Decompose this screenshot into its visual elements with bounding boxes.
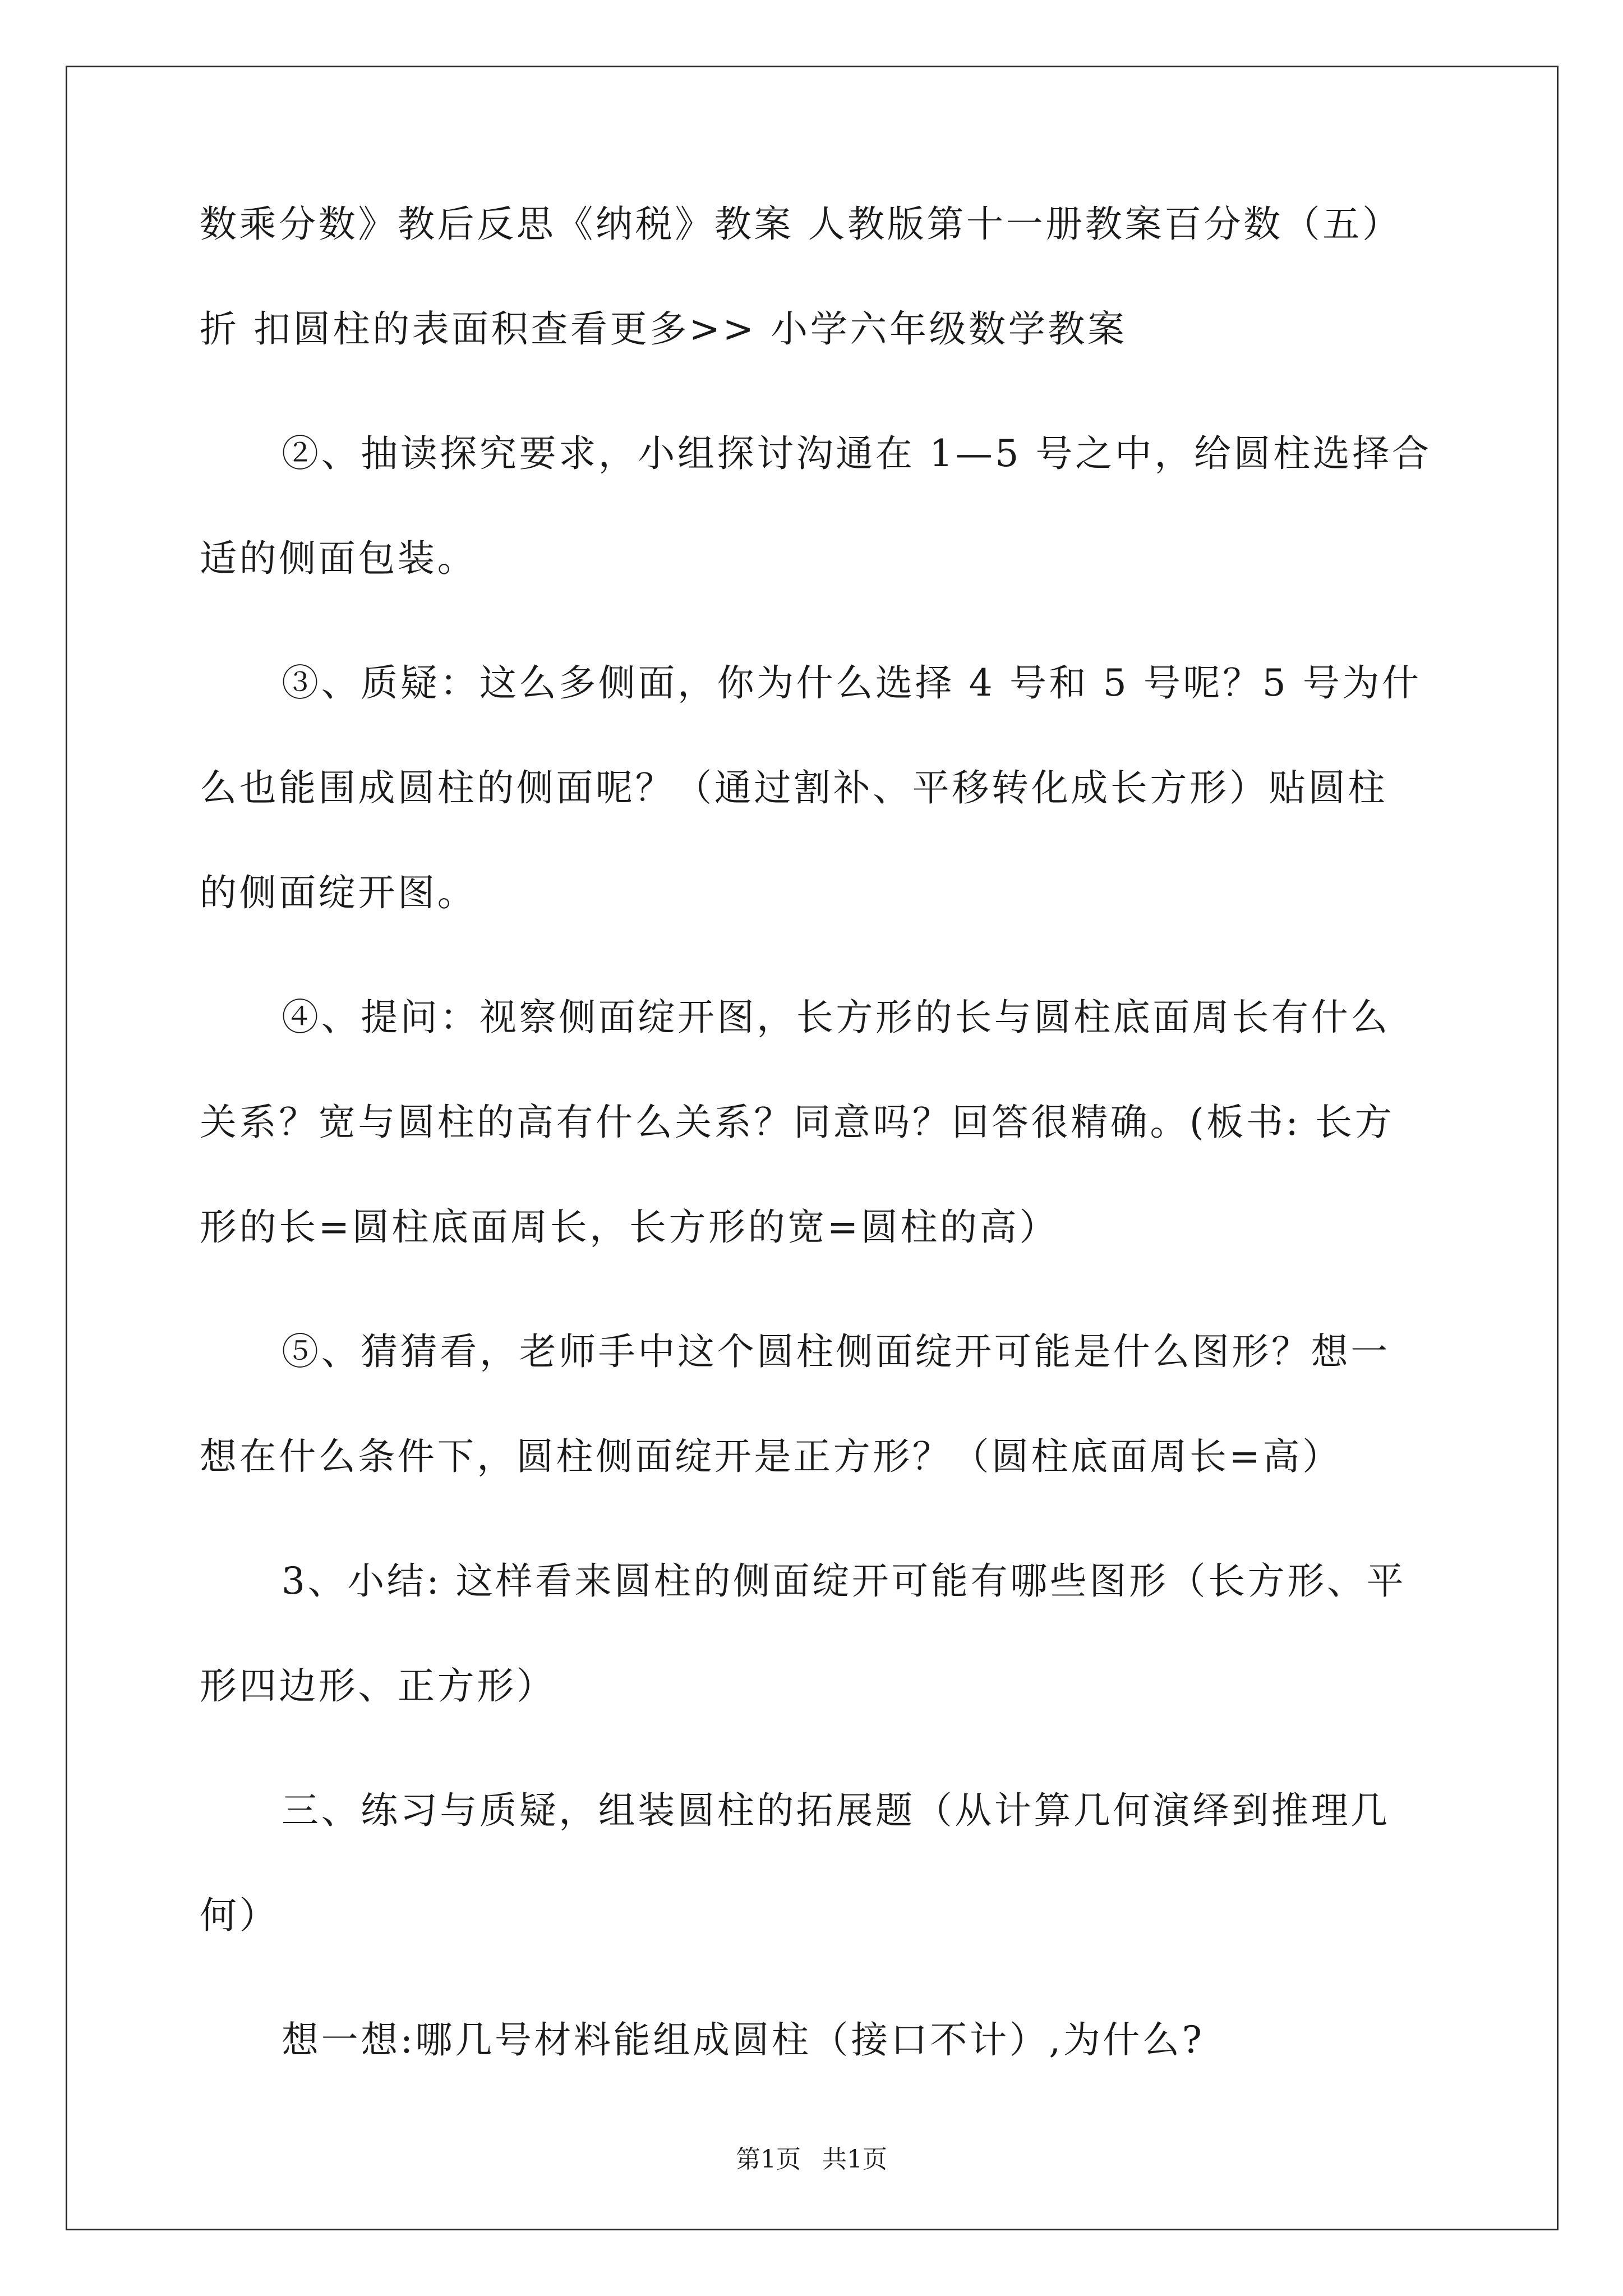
text-line: 3、小结: 这样看来圆柱的侧面绽开可能有哪些图形（长方形、平 xyxy=(282,1559,1407,1603)
text-line: 适的侧面包装。 xyxy=(200,537,477,580)
text-line: 何） xyxy=(200,1894,279,1937)
text-line: 的侧面绽开图。 xyxy=(200,871,477,914)
text-line: ④、提问：视察侧面绽开图，长方形的长与圆柱底面周长有什么 xyxy=(282,996,1390,1039)
text-line: 么也能围成圆柱的侧面呢？（通过割补、平移转化成长方形）贴圆柱 xyxy=(200,766,1387,809)
text-line: 三、练习与质疑，组装圆柱的拓展题（从计算几何演绎到推理几 xyxy=(282,1789,1390,1832)
text-line: ②、抽读探究要求，小组探讨沟通在 1—5 号之中，给圆柱选择合 xyxy=(282,432,1432,475)
text-line: 形的长=圆柱底面周长，长方形的宽=圆柱的高） xyxy=(200,1205,1059,1249)
page-footer xyxy=(0,2143,1623,2177)
text-line: 关系？宽与圆柱的高有什么关系？同意吗？回答很精确。(板书: 长方 xyxy=(200,1101,1395,1144)
text-line: ⑤、猜猜看，老师手中这个圆柱侧面绽开可能是什么图形？想一 xyxy=(282,1330,1390,1373)
text-line: 想一想:哪几号材料能组成圆柱（接口不计）,为什么? xyxy=(282,2018,1205,2062)
page-border xyxy=(66,66,1559,2230)
text-line: 形四边形、正方形） xyxy=(200,1664,556,1708)
page-number: 第1页 xyxy=(736,2145,801,2174)
text-line: 折 扣圆柱的表面积查看更多>> 小学六年级数学教案 xyxy=(200,307,1127,351)
text-line: 想在什么条件下，圆柱侧面绽开是正方形？（圆柱底面周长=高） xyxy=(200,1435,1342,1478)
text-line: ③、质疑：这么多侧面，你为什么选择 4 号和 5 号呢？5 号为什 xyxy=(282,661,1422,705)
page-total: 共1页 xyxy=(822,2145,887,2174)
text-line: 数乘分数》教后反思《纳税》教案 人教版第十一册教案百分数（五） xyxy=(200,203,1402,246)
